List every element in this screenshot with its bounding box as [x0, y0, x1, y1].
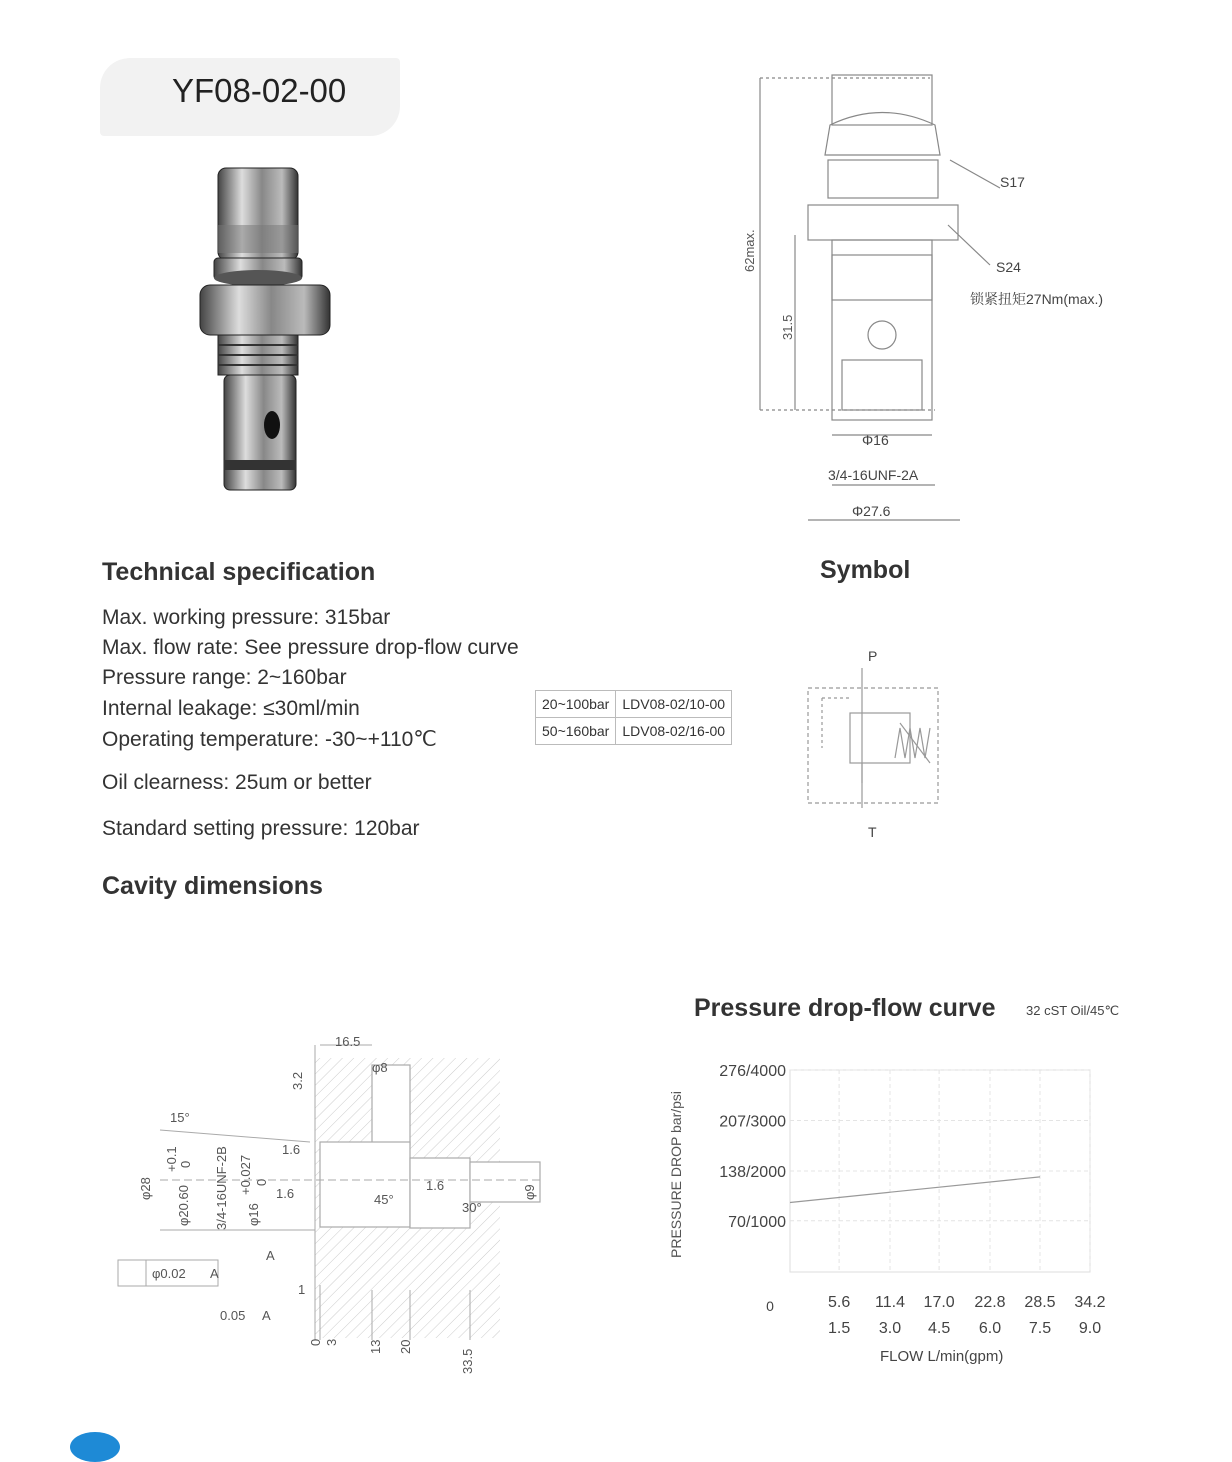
port-p-label: P	[868, 648, 878, 664]
roughness-3-2: 3.2	[290, 1071, 305, 1090]
perpendicularity-ref: A	[262, 1308, 271, 1323]
concentricity-tolerance: φ0.02	[152, 1266, 186, 1281]
datum-a: A	[266, 1248, 275, 1263]
spec-internal-leakage: Internal leakage: ≤30ml/min	[102, 697, 360, 720]
port-t-label: T	[868, 824, 877, 840]
wrench-size-s17: S17	[1000, 174, 1025, 190]
chart-x-tick-label: 11.4	[875, 1294, 905, 1311]
chart-series-line	[790, 1177, 1040, 1203]
spec-max-flow: Max. flow rate: See pressure drop-flow curve	[102, 636, 519, 659]
concentricity-ref: A	[210, 1266, 219, 1281]
chart-x-label: FLOW L/min(gpm)	[880, 1348, 1004, 1365]
pressure-range-table	[535, 690, 732, 745]
page-corner-marker	[70, 1432, 120, 1462]
dim-phi28: φ28	[138, 1177, 153, 1200]
dim-16-5: 16.5	[335, 1034, 361, 1049]
length-62max: 62max.	[742, 229, 757, 272]
thread-spec: 3/4-16UNF-2A	[828, 467, 919, 483]
table-row	[536, 691, 732, 718]
wrench-size-s24: S24	[996, 259, 1021, 275]
pressure-drop-chart	[690, 1050, 1130, 1380]
chart-x-tick-gpm-label: 3.0	[878, 1320, 902, 1337]
table-row	[536, 718, 732, 745]
symbol-heading: Symbol	[820, 556, 911, 584]
chart-x-tick-label: 28.5	[1024, 1294, 1056, 1311]
model-title: YF08-02-00	[172, 72, 347, 109]
tol-zero-2: 0	[254, 1178, 269, 1186]
chart-y-tick-label: 70/1000	[728, 1213, 786, 1231]
dim-3: 3	[324, 1338, 339, 1346]
length-31-5: 31.5	[780, 314, 795, 340]
dim-phi16: φ16	[246, 1203, 261, 1226]
chart-origin-label: 0	[766, 1298, 774, 1314]
dim-phi20-60: φ20.60	[176, 1185, 191, 1226]
dim-phi9: φ9	[522, 1184, 537, 1200]
spec-max-pressure: Max. working pressure: 315bar	[102, 606, 391, 629]
chart-x-tick-gpm-label: 9.0	[1078, 1320, 1102, 1337]
roughness-1-6-c: 1.6	[426, 1178, 445, 1193]
code-cell: LDV08-02/16-00	[616, 718, 732, 745]
thread-3-4-16unf-2b: 3/4-16UNF-2B	[214, 1146, 229, 1230]
tol-plus-0-1: +0.1	[164, 1146, 179, 1172]
spec-standard-setting: Standard setting pressure: 120bar	[102, 817, 420, 840]
dim-33-5: 33.5	[460, 1348, 475, 1374]
perpendicularity-tolerance: 0.05	[220, 1308, 246, 1323]
chart-x-tick-label: 34.2	[1074, 1294, 1106, 1311]
chart-x-tick-gpm-label: 6.0	[978, 1320, 1002, 1337]
angle-30: 30°	[462, 1200, 482, 1215]
torque-note: 锁紧扭矩27Nm(max.)	[970, 291, 1104, 307]
hydraulic-symbol	[800, 668, 950, 818]
code-cell: LDV08-02/10-00	[616, 691, 732, 718]
chart-x-tick-label: 22.8	[974, 1294, 1006, 1311]
roughness-1-6-b: 1.6	[276, 1186, 295, 1201]
angle-45: 45°	[374, 1192, 394, 1207]
tech-spec-heading: Technical specification	[102, 558, 376, 586]
chart-y-tick-label: 276/4000	[719, 1063, 786, 1080]
roughness-1-6-a: 1.6	[282, 1142, 301, 1157]
chart-x-tick-label: 17.0	[923, 1294, 955, 1311]
chart-title: Pressure drop-flow curve	[694, 994, 996, 1022]
tol-zero-1: 0	[178, 1160, 193, 1168]
diameter-27-6: Φ27.6	[852, 503, 891, 519]
spec-oil-clearness: Oil clearness: 25um or better	[102, 771, 372, 794]
chart-x-tick-gpm-label: 4.5	[927, 1320, 951, 1337]
dim-1: 1	[298, 1282, 306, 1297]
chart-subtitle: 32 cST Oil/45℃	[1026, 1003, 1120, 1018]
cavity-heading: Cavity dimensions	[102, 872, 323, 900]
chart-x-tick-label: 5.6	[827, 1294, 851, 1311]
angle-15: 15°	[170, 1110, 190, 1125]
tol-plus-0-027: +0.027	[238, 1154, 253, 1195]
product-outline-drawing	[720, 60, 1180, 540]
product-photo	[190, 160, 340, 500]
chart-y-label: PRESSURE DROP bar/psi	[668, 1090, 684, 1258]
dim-13: 13	[368, 1339, 383, 1354]
range-cell: 20~100bar	[536, 691, 616, 718]
chart-x-tick-gpm-label: 7.5	[1028, 1320, 1052, 1337]
chart-x-tick-gpm-label: 1.5	[827, 1320, 851, 1337]
chart-y-tick-label: 138/2000	[719, 1164, 786, 1181]
dim-0: 0	[308, 1338, 323, 1346]
spec-operating-temp: Operating temperature: -30~+110℃	[102, 728, 437, 751]
dim-20: 20	[398, 1339, 413, 1354]
chart-y-tick-label: 207/3000	[719, 1113, 786, 1131]
range-cell: 50~160bar	[536, 718, 616, 745]
spec-pressure-range: Pressure range: 2~160bar	[102, 666, 347, 689]
diameter-16: Φ16	[862, 432, 889, 448]
dim-phi8: φ8	[372, 1060, 388, 1075]
